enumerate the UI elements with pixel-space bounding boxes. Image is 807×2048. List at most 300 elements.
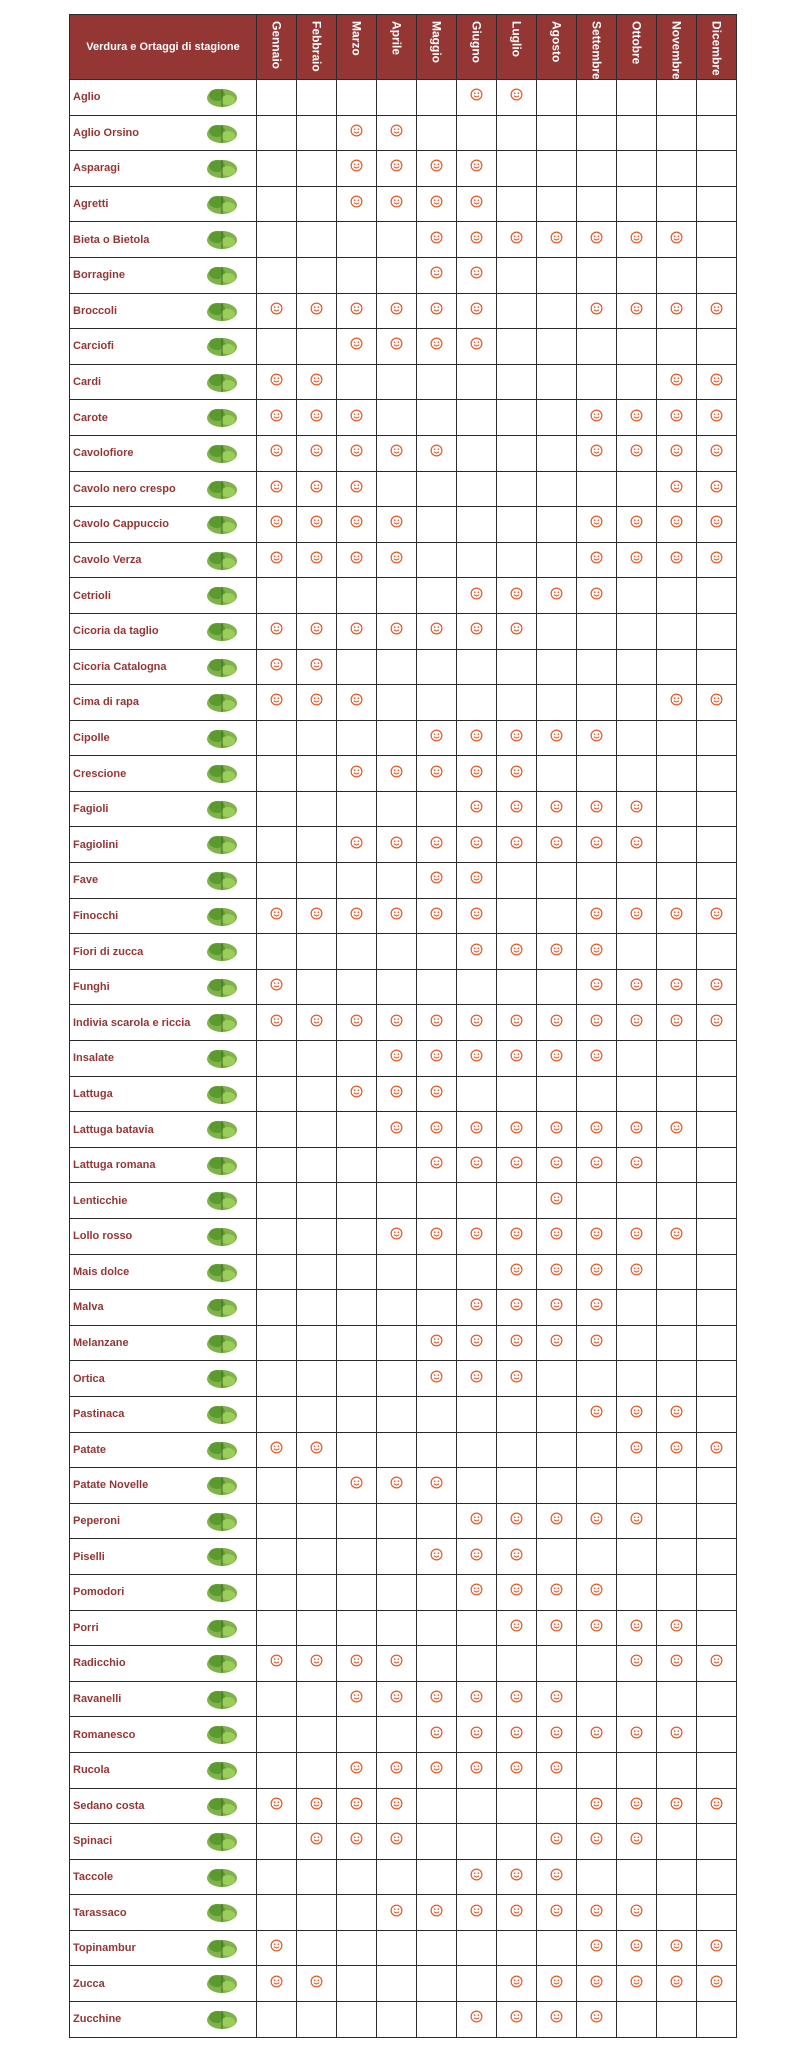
month-cell (297, 400, 337, 436)
chicory-icon (202, 617, 242, 645)
month-cell (697, 257, 737, 293)
month-cell (457, 1895, 497, 1931)
smiley-face-icon (430, 836, 443, 849)
lettuce-icon (202, 1080, 242, 1108)
smiley-face-icon (350, 1476, 363, 1489)
month-cell (257, 1539, 297, 1575)
month-cell (417, 364, 457, 400)
month-cell (537, 1503, 577, 1539)
month-cell (657, 507, 697, 543)
month-cell (657, 1681, 697, 1717)
smiley-face-icon (350, 409, 363, 422)
smiley-face-icon (390, 1690, 403, 1703)
vegetable-name: Cavolo Cappuccio (73, 518, 169, 531)
month-cell (657, 186, 697, 222)
month-cell (577, 1574, 617, 1610)
smiley-face-icon (390, 195, 403, 208)
vegetable-name: Agretti (73, 198, 109, 211)
month-cell (577, 1788, 617, 1824)
month-label: Luglio (509, 21, 524, 57)
month-cell (657, 1290, 697, 1326)
smiley-face-icon (590, 1726, 603, 1739)
vegetable-cell (70, 1966, 257, 2002)
smiley-face-icon (590, 1334, 603, 1347)
month-cell (657, 542, 697, 578)
table-row (70, 222, 737, 258)
month-cell (297, 1076, 337, 1112)
month-cell (537, 1290, 577, 1326)
smiley-face-icon (510, 1548, 523, 1561)
month-cell (657, 898, 697, 934)
month-cell (377, 791, 417, 827)
table-row (70, 1788, 737, 1824)
smiley-face-icon (470, 1726, 483, 1739)
smiley-face-icon (590, 1121, 603, 1134)
smiley-face-icon (350, 1085, 363, 1098)
month-cell (297, 293, 337, 329)
month-cell (417, 756, 457, 792)
eggplant-icon (202, 1329, 242, 1357)
month-cell (497, 1681, 537, 1717)
smiley-face-icon (590, 302, 603, 315)
month-cell (457, 222, 497, 258)
smiley-face-icon (470, 800, 483, 813)
month-cell (297, 934, 337, 970)
month-cell (337, 1966, 377, 2002)
month-cell (657, 827, 697, 863)
month-cell (617, 827, 657, 863)
month-cell (537, 257, 577, 293)
month-cell (537, 1859, 577, 1895)
month-cell (617, 649, 657, 685)
smiley-face-icon (630, 409, 643, 422)
radicchio-icon (202, 1649, 242, 1677)
month-cell (337, 1646, 377, 1682)
month-cell (337, 364, 377, 400)
smiley-face-icon (510, 800, 523, 813)
smiley-face-icon (310, 480, 323, 493)
smiley-face-icon (470, 337, 483, 350)
month-cell (497, 720, 537, 756)
month-cell (457, 1432, 497, 1468)
smiley-face-icon (270, 373, 283, 386)
month-cell (697, 293, 737, 329)
month-cell (337, 400, 377, 436)
month-cell (577, 1895, 617, 1931)
month-cell (257, 364, 297, 400)
month-cell (457, 1646, 497, 1682)
vegetable-name: Topinambur (73, 1942, 136, 1955)
smiley-face-icon (710, 907, 723, 920)
month-cell (697, 1966, 737, 2002)
vegetable-cell (70, 1717, 257, 1753)
smiley-face-icon (550, 1263, 563, 1276)
table-row (70, 80, 737, 116)
vegetable-cell (70, 1610, 257, 1646)
month-cell (417, 293, 457, 329)
month-cell (257, 1717, 297, 1753)
month-cell (457, 1752, 497, 1788)
month-cell (377, 186, 417, 222)
month-cell (337, 329, 377, 365)
month-cell (257, 1290, 297, 1326)
month-cell (657, 1396, 697, 1432)
month-cell (457, 257, 497, 293)
month-cell (617, 1539, 657, 1575)
month-cell (537, 863, 577, 899)
smiley-face-icon (550, 1512, 563, 1525)
month-cell (657, 1930, 697, 1966)
table-row (70, 1432, 737, 1468)
month-cell (657, 685, 697, 721)
broad-beans-icon (202, 866, 242, 894)
month-cell (657, 791, 697, 827)
month-cell (577, 400, 617, 436)
month-cell (497, 1503, 537, 1539)
smiley-face-icon (430, 266, 443, 279)
month-cell (697, 720, 737, 756)
month-cell (497, 1539, 537, 1575)
month-cell (377, 1503, 417, 1539)
vegetable-cell (70, 1147, 257, 1183)
month-cell (657, 1646, 697, 1682)
month-cell (457, 934, 497, 970)
smiley-face-icon (630, 444, 643, 457)
smiley-face-icon (590, 551, 603, 564)
month-cell (377, 578, 417, 614)
smiley-face-icon (350, 765, 363, 778)
month-cell (657, 1219, 697, 1255)
table-row (70, 1646, 737, 1682)
month-cell (697, 1361, 737, 1397)
month-cell (697, 80, 737, 116)
smiley-face-icon (590, 587, 603, 600)
month-cell (697, 791, 737, 827)
smiley-face-icon (670, 409, 683, 422)
smiley-face-icon (390, 836, 403, 849)
month-cell (697, 756, 737, 792)
table-row (70, 649, 737, 685)
month-cell (497, 1219, 537, 1255)
smiley-face-icon (470, 266, 483, 279)
vegetable-cell (70, 1290, 257, 1326)
month-cell (537, 720, 577, 756)
smiley-face-icon (310, 907, 323, 920)
vegetable-cell (70, 1859, 257, 1895)
month-cell (297, 1717, 337, 1753)
smiley-face-icon (390, 622, 403, 635)
month-label: Maggio (429, 21, 444, 63)
month-cell (377, 1930, 417, 1966)
table-title: Verdura e Ortaggi di stagione (70, 15, 257, 80)
month-cell (297, 1610, 337, 1646)
month-cell (697, 1005, 737, 1041)
table-row (70, 898, 737, 934)
smiley-face-icon (430, 231, 443, 244)
month-cell (577, 293, 617, 329)
vegetable-cell (70, 1005, 257, 1041)
month-cell (497, 471, 537, 507)
vegetable-name: Aglio Orsino (73, 126, 139, 139)
table-row (70, 257, 737, 293)
month-cell (417, 969, 457, 1005)
month-cell (697, 435, 737, 471)
month-cell (617, 1432, 657, 1468)
month-cell (697, 1432, 737, 1468)
month-cell (257, 2002, 297, 2038)
month-header-luglio (497, 15, 537, 80)
month-cell (297, 1361, 337, 1397)
vegetable-cell (70, 578, 257, 614)
month-label: Novembre (669, 21, 684, 80)
month-cell (337, 1290, 377, 1326)
month-cell (417, 400, 457, 436)
month-cell (257, 542, 297, 578)
vegetable-cell (70, 1325, 257, 1361)
month-cell (257, 1076, 297, 1112)
smiley-face-icon (710, 1939, 723, 1952)
smiley-face-icon (670, 231, 683, 244)
month-cell (257, 1646, 297, 1682)
vegetable-name: Asparagi (73, 162, 121, 175)
month-cell (417, 1717, 457, 1753)
smiley-face-icon (630, 1726, 643, 1739)
month-cell (697, 542, 737, 578)
month-cell (297, 969, 337, 1005)
corn-icon (202, 1258, 242, 1286)
month-cell (337, 1112, 377, 1148)
month-cell (417, 1396, 457, 1432)
month-cell (377, 222, 417, 258)
month-cell (617, 934, 657, 970)
vegetable-name: Cavolofiore (73, 447, 134, 460)
month-cell (537, 329, 577, 365)
smiley-face-icon (470, 1690, 483, 1703)
month-cell (417, 1895, 457, 1931)
month-cell (577, 1112, 617, 1148)
month-cell (297, 1254, 337, 1290)
vegetable-name: Malva (73, 1301, 104, 1314)
smiley-face-icon (470, 622, 483, 635)
smiley-face-icon (430, 1227, 443, 1240)
month-label: Giugno (469, 21, 484, 63)
month-cell (457, 578, 497, 614)
table-row (70, 1396, 737, 1432)
month-cell (537, 649, 577, 685)
smiley-face-icon (430, 159, 443, 172)
smiley-face-icon (550, 1334, 563, 1347)
month-cell (497, 1325, 537, 1361)
month-cell (377, 1824, 417, 1860)
month-cell (657, 2002, 697, 2038)
smiley-face-icon (710, 551, 723, 564)
month-cell (257, 1859, 297, 1895)
month-cell (497, 1610, 537, 1646)
leek-icon (202, 1614, 242, 1642)
month-cell (377, 1717, 417, 1753)
parsnip-icon (202, 1400, 242, 1428)
smiley-face-icon (430, 1085, 443, 1098)
smiley-face-icon (550, 1761, 563, 1774)
month-cell (417, 1610, 457, 1646)
vegetable-name: Bieta o Bietola (73, 233, 150, 246)
month-cell (417, 898, 457, 934)
month-cell (297, 151, 337, 187)
smiley-face-icon (350, 444, 363, 457)
month-cell (337, 507, 377, 543)
vegetable-name: Fiori di zucca (73, 945, 144, 958)
smiley-face-icon (350, 124, 363, 137)
month-cell (377, 1468, 417, 1504)
month-cell (657, 115, 697, 151)
month-cell (577, 115, 617, 151)
month-cell (697, 1076, 737, 1112)
month-cell (577, 863, 617, 899)
smiley-face-icon (430, 1121, 443, 1134)
smiley-face-icon (470, 1761, 483, 1774)
month-cell (377, 507, 417, 543)
month-label: Ottobre (629, 21, 644, 65)
table-row (70, 934, 737, 970)
month-cell (537, 1361, 577, 1397)
month-cell (697, 863, 737, 899)
month-cell (417, 1076, 457, 1112)
vegetable-cell (70, 1930, 257, 1966)
vegetable-cell (70, 1824, 257, 1860)
smiley-face-icon (390, 1476, 403, 1489)
month-cell (617, 969, 657, 1005)
month-cell (417, 827, 457, 863)
smiley-face-icon (550, 1583, 563, 1596)
month-cell (617, 1005, 657, 1041)
smiley-face-icon (470, 1583, 483, 1596)
month-cell (457, 151, 497, 187)
smiley-face-icon (390, 159, 403, 172)
month-cell (377, 1005, 417, 1041)
month-cell (297, 542, 337, 578)
month-cell (617, 400, 657, 436)
month-cell (257, 1966, 297, 2002)
month-cell (697, 507, 737, 543)
vegetable-name: Cicoria Catalogna (73, 660, 167, 673)
month-cell (617, 1325, 657, 1361)
month-cell (497, 2002, 537, 2038)
table-row (70, 2002, 737, 2038)
month-cell (657, 720, 697, 756)
month-cell (377, 863, 417, 899)
month-cell (657, 1895, 697, 1931)
month-cell (577, 1254, 617, 1290)
smiley-face-icon (550, 729, 563, 742)
artichoke-icon (202, 332, 242, 360)
month-cell (497, 1895, 537, 1931)
month-cell (697, 329, 737, 365)
smiley-face-icon (590, 836, 603, 849)
month-cell (337, 80, 377, 116)
vegetable-name: Ravanelli (73, 1693, 122, 1706)
smiley-face-icon (350, 622, 363, 635)
lentils-icon (202, 1186, 242, 1214)
vegetable-name: Romanesco (73, 1728, 136, 1741)
smiley-face-icon (670, 1121, 683, 1134)
month-cell (577, 1610, 617, 1646)
smiley-face-icon (510, 1690, 523, 1703)
month-cell (697, 1930, 737, 1966)
month-header-settembre (577, 15, 617, 80)
smiley-face-icon (550, 1690, 563, 1703)
smiley-face-icon (470, 943, 483, 956)
month-cell (417, 507, 457, 543)
month-cell (497, 1468, 537, 1504)
vegetable-cell (70, 1539, 257, 1575)
month-label: Dicembre (709, 21, 724, 76)
smiley-face-icon (590, 1156, 603, 1169)
month-cell (257, 293, 297, 329)
month-cell (457, 115, 497, 151)
vegetable-cell (70, 685, 257, 721)
month-cell (657, 1468, 697, 1504)
month-cell (697, 364, 737, 400)
month-cell (657, 1254, 697, 1290)
smiley-face-icon (350, 551, 363, 564)
month-cell (697, 400, 737, 436)
vegetable-cell (70, 1468, 257, 1504)
month-cell (497, 115, 537, 151)
smiley-face-icon (710, 373, 723, 386)
smiley-face-icon (510, 1761, 523, 1774)
vegetable-name: Carciofi (73, 340, 114, 353)
month-cell (417, 578, 457, 614)
month-cell (497, 685, 537, 721)
month-cell (657, 435, 697, 471)
smiley-face-icon (590, 1263, 603, 1276)
month-cell (377, 1859, 417, 1895)
vegetable-name: Lollo rosso (73, 1230, 133, 1243)
month-cell (617, 1041, 657, 1077)
arugula-icon (202, 1756, 242, 1784)
month-cell (657, 1112, 697, 1148)
month-cell (617, 1717, 657, 1753)
month-cell (537, 1646, 577, 1682)
month-cell (417, 151, 457, 187)
smiley-face-icon (350, 907, 363, 920)
month-cell (377, 2002, 417, 2038)
month-cell (577, 1290, 617, 1326)
month-cell (657, 969, 697, 1005)
table-row (70, 827, 737, 863)
month-cell (257, 756, 297, 792)
month-cell (497, 80, 537, 116)
month-cell (537, 293, 577, 329)
vegetable-cell (70, 257, 257, 293)
smiley-face-icon (510, 1014, 523, 1027)
month-cell (377, 685, 417, 721)
month-cell (417, 863, 457, 899)
month-cell (337, 1076, 377, 1112)
month-cell (577, 542, 617, 578)
month-cell (497, 1112, 537, 1148)
month-cell (497, 969, 537, 1005)
smiley-face-icon (710, 515, 723, 528)
month-cell (497, 1930, 537, 1966)
month-cell (337, 1147, 377, 1183)
month-cell (697, 1183, 737, 1219)
onion-icon (202, 724, 242, 752)
month-cell (617, 1219, 657, 1255)
month-cell (337, 186, 377, 222)
month-cell (457, 969, 497, 1005)
month-cell (457, 1147, 497, 1183)
